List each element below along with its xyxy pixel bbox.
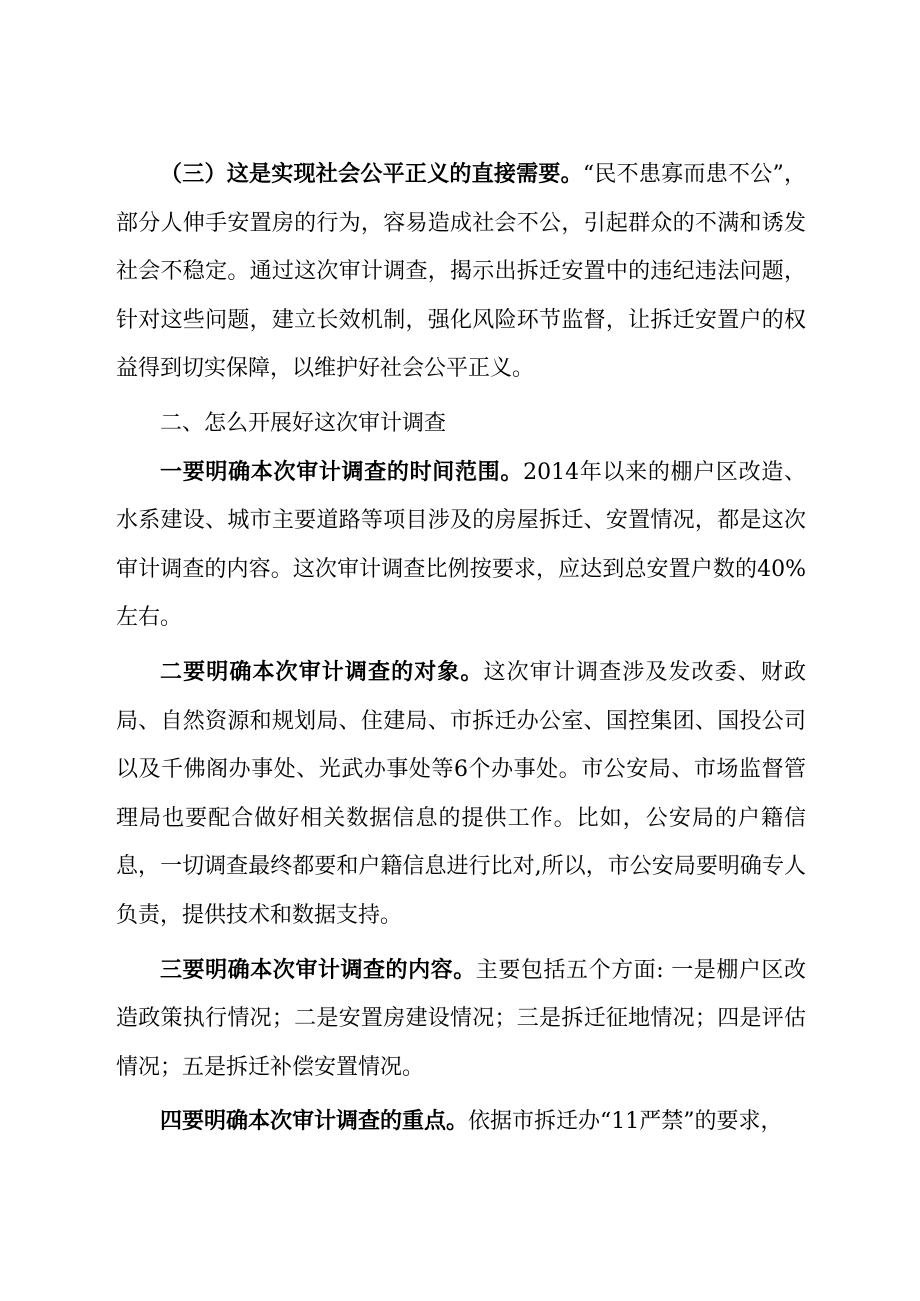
paragraph-lead: 三要明确本次审计调查的内容。	[160, 957, 476, 983]
paragraph-lead: 四要明确本次审计调查的重点。	[160, 1109, 469, 1135]
paragraph-lead: 一要明确本次审计调查的时间范围。	[160, 459, 524, 485]
paragraph-text: 主要包括五个方面: 一是棚户区改造政策执行情况；二是安置房建设情况；三是拆迁征地情况；四是评估情况；五是拆迁补偿安置情况。	[116, 957, 806, 1080]
paragraph-audit-objects	[116, 649, 806, 941]
paragraph-text: 依据市拆迁办“11严禁”的要求，	[468, 1109, 783, 1135]
paragraph-lead: （三）这是实现社会公平正义的直接需要。	[160, 162, 583, 187]
paragraph-lead: 二要明确本次审计调查的对象。	[160, 659, 484, 685]
paragraph-text: “民不患寡而患不公”，部分人伸手安置房的行为，容易造成社会不公，引起群众的不满和诱发社会不稳定。通过这次审计调查，揭示出拆迁安置中的违纪违法问题，针对这些问题，建立长效机制，强化风险环节监督，让拆迁安置户的权益得到切实保障，以维护好社会公平正义。	[116, 162, 806, 382]
paragraph-text: 2014年以来的棚户区改造、水系建设、城市主要道路等项目涉及的房屋拆迁、安置情况，都是这次审计调查的内容。这次审计调查比例按要求，应达到总安置户数的40%左右。	[116, 459, 806, 631]
section-heading: 二、怎么开展好这次审计调查	[160, 410, 447, 436]
paragraph-social-justice	[116, 151, 806, 394]
document-body	[116, 151, 806, 1147]
paragraph-text: 这次审计调查涉及发改委、财政局、自然资源和规划局、住建局、市拆迁办公室、国控集团、国投公司以及千佛阁办事处、光武办事处等6个办事处。市公安局、市场监督管理局也要配合做好相关数据信息的提供工作。比如，公安局的户籍信息，一切调查最终都要和户籍信息进行比对,所以，市公安局要明确专人负责，提供技术和数据支持。	[116, 659, 806, 928]
paragraph-audit-content	[116, 947, 806, 1093]
paragraph-audit-focus	[116, 1098, 806, 1147]
paragraph-time-range	[116, 449, 806, 643]
